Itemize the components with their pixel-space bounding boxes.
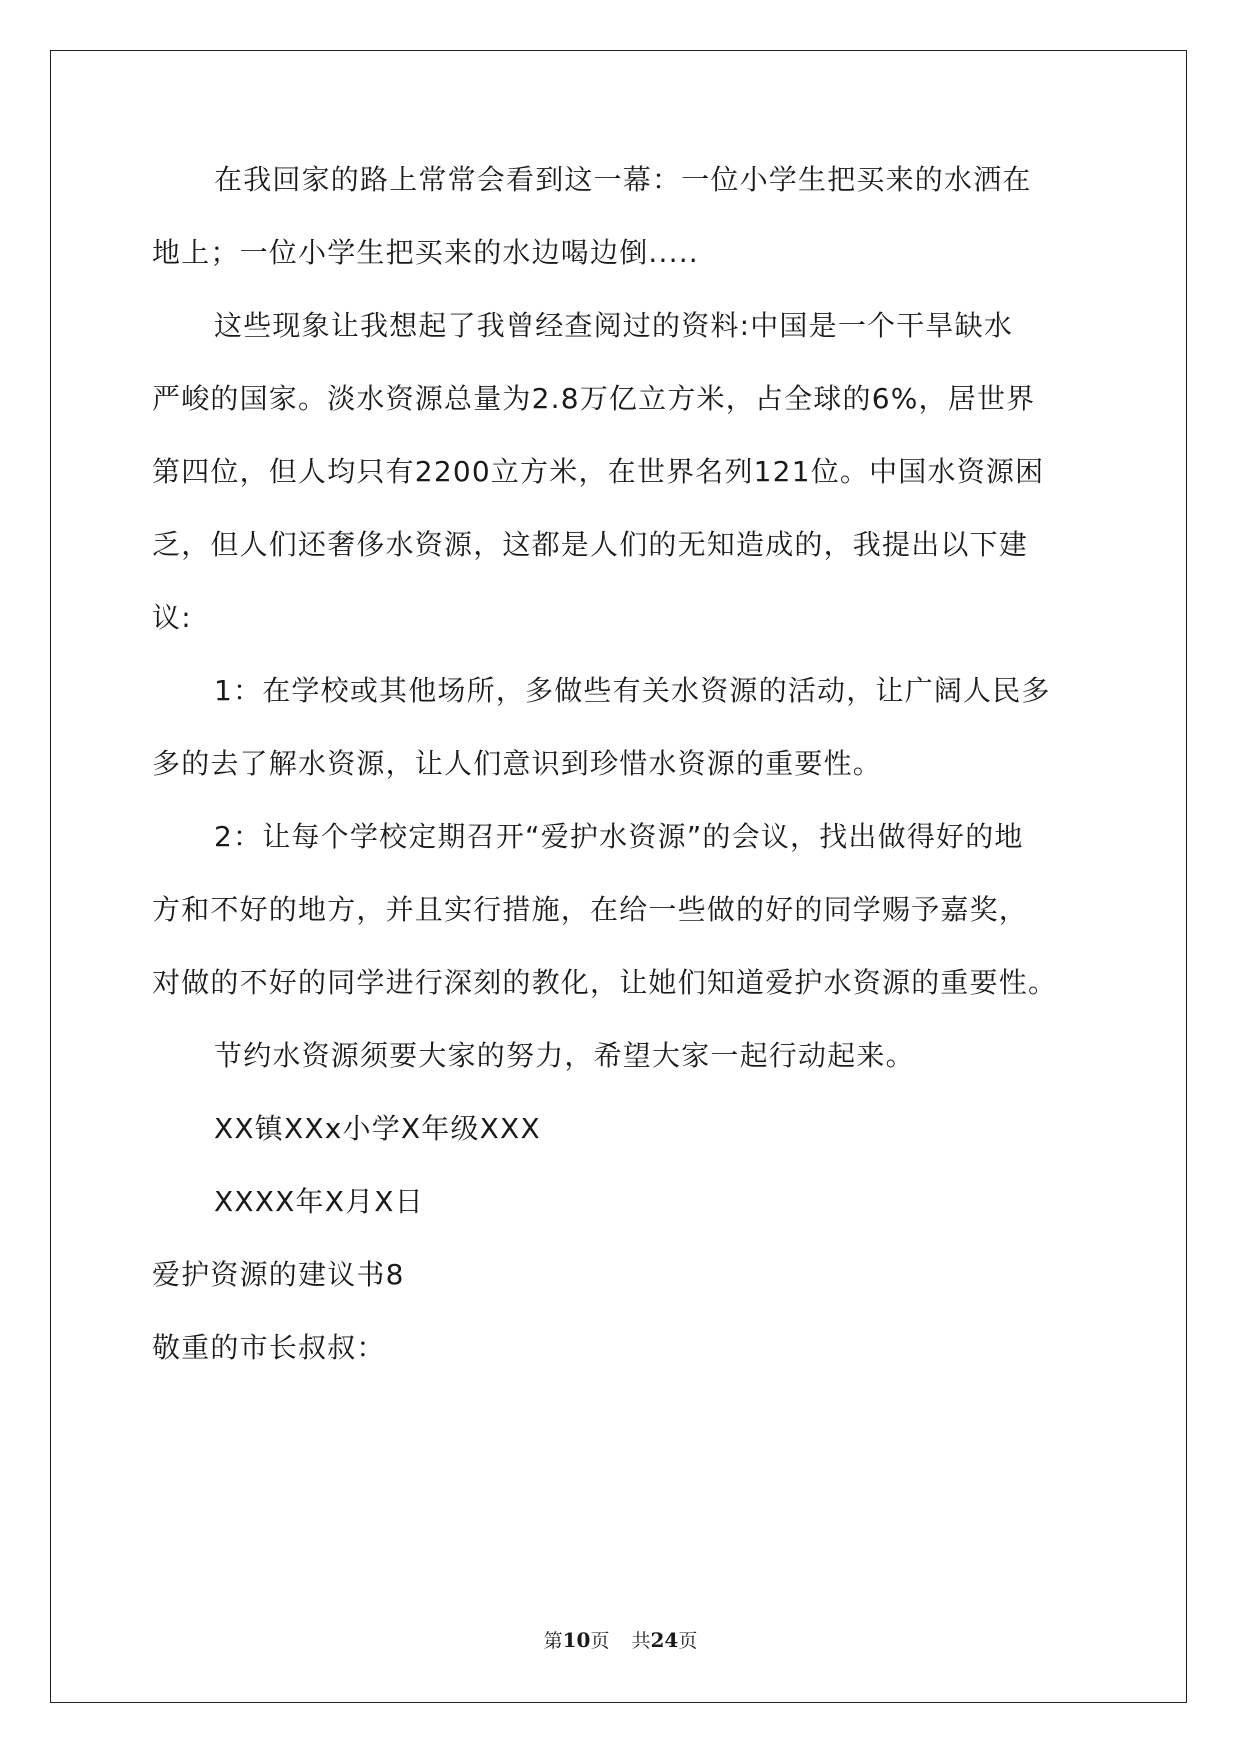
paragraph-line: 这些现象让我想起了我曾经查阅过的资料:中国是一个干旱缺水 [214, 309, 1014, 342]
footer-prefix: 第 [543, 1630, 563, 1652]
date-line: XXXX年X月X日 [214, 1185, 424, 1218]
paragraph-line: 议: [152, 601, 192, 634]
footer-total-prefix: 共 [631, 1630, 651, 1652]
signature-line: XX镇XXx小学X年级XXX [214, 1112, 541, 1145]
section-title: 爱护资源的建议书8 [152, 1258, 405, 1291]
salutation-line: 敬重的市长叔叔： [152, 1331, 386, 1364]
total-pages-number: 24 [650, 1628, 679, 1652]
paragraph-line: 方和不好的地方，并且实行措施，在给一些做的好的同学赐予嘉奖， [152, 893, 1029, 926]
page-footer [0, 1628, 1241, 1653]
paragraph-line: 节约水资源须要大家的努力，希望大家一起行动起来。 [214, 1039, 915, 1072]
paragraph-line: 2：让每个学校定期召开“爱护水资源”的会议，找出做得好的地 [214, 820, 1024, 853]
paragraph-line: 地上；一位小学生把买来的水边喝边倒..... [152, 236, 699, 269]
footer-total-suffix: 页 [678, 1630, 698, 1652]
current-page-number: 10 [562, 1628, 591, 1652]
paragraph-line: 第四位，但人均只有2200立方米，在世界名列121位。中国水资源困 [152, 455, 1045, 488]
paragraph-line: 多的去了解水资源，让人们意识到珍惜水资源的重要性。 [152, 747, 883, 780]
paragraph-line: 严峻的国家。淡水资源总量为2.8万亿立方米，占全球的6%，居世界 [152, 382, 1036, 415]
paragraph-line: 乏，但人们还奢侈水资源，这都是人们的无知造成的，我提出以下建 [152, 528, 1029, 561]
paragraph-line: 1：在学校或其他场所，多做些有关水资源的活动，让广阔人民多 [214, 674, 1051, 707]
page-border [50, 50, 1187, 1703]
footer-page-suffix: 页 [590, 1630, 610, 1652]
paragraph-line: 在我回家的路上常常会看到这一幕：一位小学生把买来的水洒在 [214, 163, 1032, 196]
paragraph-line: 对做的不好的同学进行深刻的教化，让她们知道爱护水资源的重要性。 [152, 966, 1058, 999]
